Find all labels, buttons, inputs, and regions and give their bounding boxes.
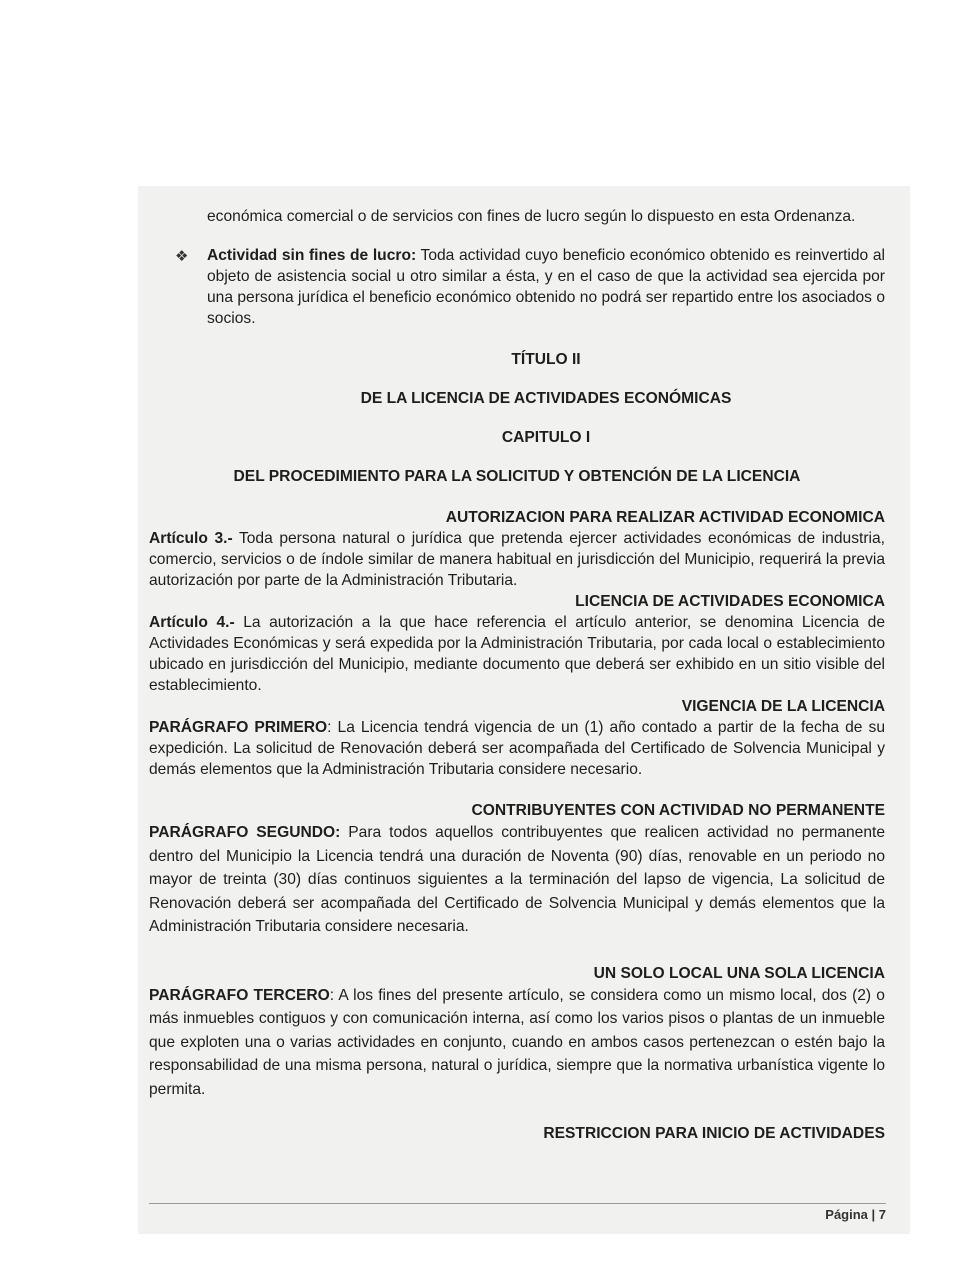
article-3-label: Artículo 3.-	[149, 530, 233, 547]
paragrafo-primero-text: : La Licencia tendrá vigencia de un (1) año contado a partir de la fecha de su expedición. La solicitud de Renovación deberá ser acompañada del Certificado de Solvencia Municipal y demás elementos que la Administración Tributaria considere necesario.	[149, 719, 885, 778]
paragrafo-tercero-label: PARÁGRAFO TERCERO	[149, 986, 330, 1004]
diamond-bullet-icon: ❖	[175, 248, 189, 265]
footer-divider	[149, 1203, 886, 1204]
paragrafo-segundo-text: Para todos aquellos contribuyentes que realicen actividad no permanente dentro del Municipio la Licencia tendrá una duración de Noventa (90) días, renovable en un periodo no mayor de treinta (30) días continuos siguientes a la terminación del lapso de vigencia, La solicitud de Renovación deberá ser acompañada del Certificado de Solvencia Municipal y demás elementos que la Administración Tributaria considere necesaria.	[149, 824, 885, 935]
section-heading-licencia: LICENCIA DE ACTIVIDADES ECONOMICA	[575, 593, 885, 610]
paragrafo-primero-paragraph	[149, 717, 885, 780]
section-heading-restriccion: RESTRICCION PARA INICIO DE ACTIVIDADES	[543, 1125, 885, 1142]
paragrafo-segundo-label: PARÁGRAFO SEGUNDO:	[149, 824, 341, 841]
section-heading-un-solo-local: UN SOLO LOCAL UNA SOLA LICENCIA	[593, 964, 885, 982]
continuation-paragraph: económica comercial o de servicios con fines de lucro según lo dispuesto en esta Ordenanza.	[207, 208, 856, 225]
page-number: Página | 7	[825, 1207, 886, 1222]
paragrafo-tercero-text: : A los fines del presente artículo, se considera como un mismo local, dos (2) o más inmuebles contiguos y con comunicación interna, así como los varios pisos o plantas de un inmueble que exploten una o varias actividades en conjunto, cuando en ambos casos pertenezcan o estén bajo la responsabilidad de una misma persona, natural o jurídica, siempre que la normativa urbanística vigente lo permita.	[149, 986, 885, 1098]
bullet-item	[175, 245, 885, 329]
bullet-text: Toda actividad cuyo beneficio económico obtenido es reinvertido al objeto de asistencia social u otro similar a ésta, y en el caso de que la actividad sea ejercida por una persona jurídica el beneficio económico obtenido no podrá ser repartido entre los asociados o socios.	[207, 247, 885, 327]
titulo-subtitle: DE LA LICENCIA DE ACTIVIDADES ECONÓMICAS	[360, 390, 732, 407]
article-3-text: Toda persona natural o jurídica que pretenda ejercer actividades económicas de industria, comercio, servicios o de índole similar de manera habitual en jurisdicción del Municipio, requerirá la previa autorización por parte de la Administración Tributaria.	[149, 530, 885, 589]
bullet-term: Actividad sin fines de lucro:	[207, 247, 417, 264]
section-heading-contribuyentes: CONTRIBUYENTES CON ACTIVIDAD NO PERMANENTE	[471, 802, 885, 819]
capitulo-subtitle: DEL PROCEDIMIENTO PARA LA SOLICITUD Y OBTENCIÓN DE LA LICENCIA	[233, 468, 801, 485]
capitulo-heading: CAPITULO I	[501, 429, 591, 446]
titulo-heading: TÍTULO II	[511, 351, 581, 368]
paragrafo-segundo-paragraph	[149, 821, 885, 939]
section-heading-vigencia: VIGENCIA DE LA LICENCIA	[681, 698, 885, 715]
paragrafo-tercero-paragraph	[149, 984, 885, 1102]
document-body	[149, 206, 885, 1144]
bullet-paragraph	[207, 245, 885, 329]
section-heading-autorizacion: AUTORIZACION PARA REALIZAR ACTIVIDAD ECONOMICA	[445, 509, 885, 526]
article-4-paragraph	[149, 612, 885, 696]
article-3-paragraph	[149, 528, 885, 591]
paragrafo-primero-label: PARÁGRAFO PRIMERO	[149, 719, 328, 736]
article-4-text: La autorización a la que hace referencia el artículo anterior, se denomina Licencia de Actividades Económicas y será expedida por la Administración Tributaria, por cada local o establecimiento ubicado en jurisdicción del Municipio, mediante documento que deberá ser exhibido en un sitio visible del establecimiento.	[149, 614, 885, 694]
article-4-label: Artículo 4.-	[149, 614, 235, 631]
